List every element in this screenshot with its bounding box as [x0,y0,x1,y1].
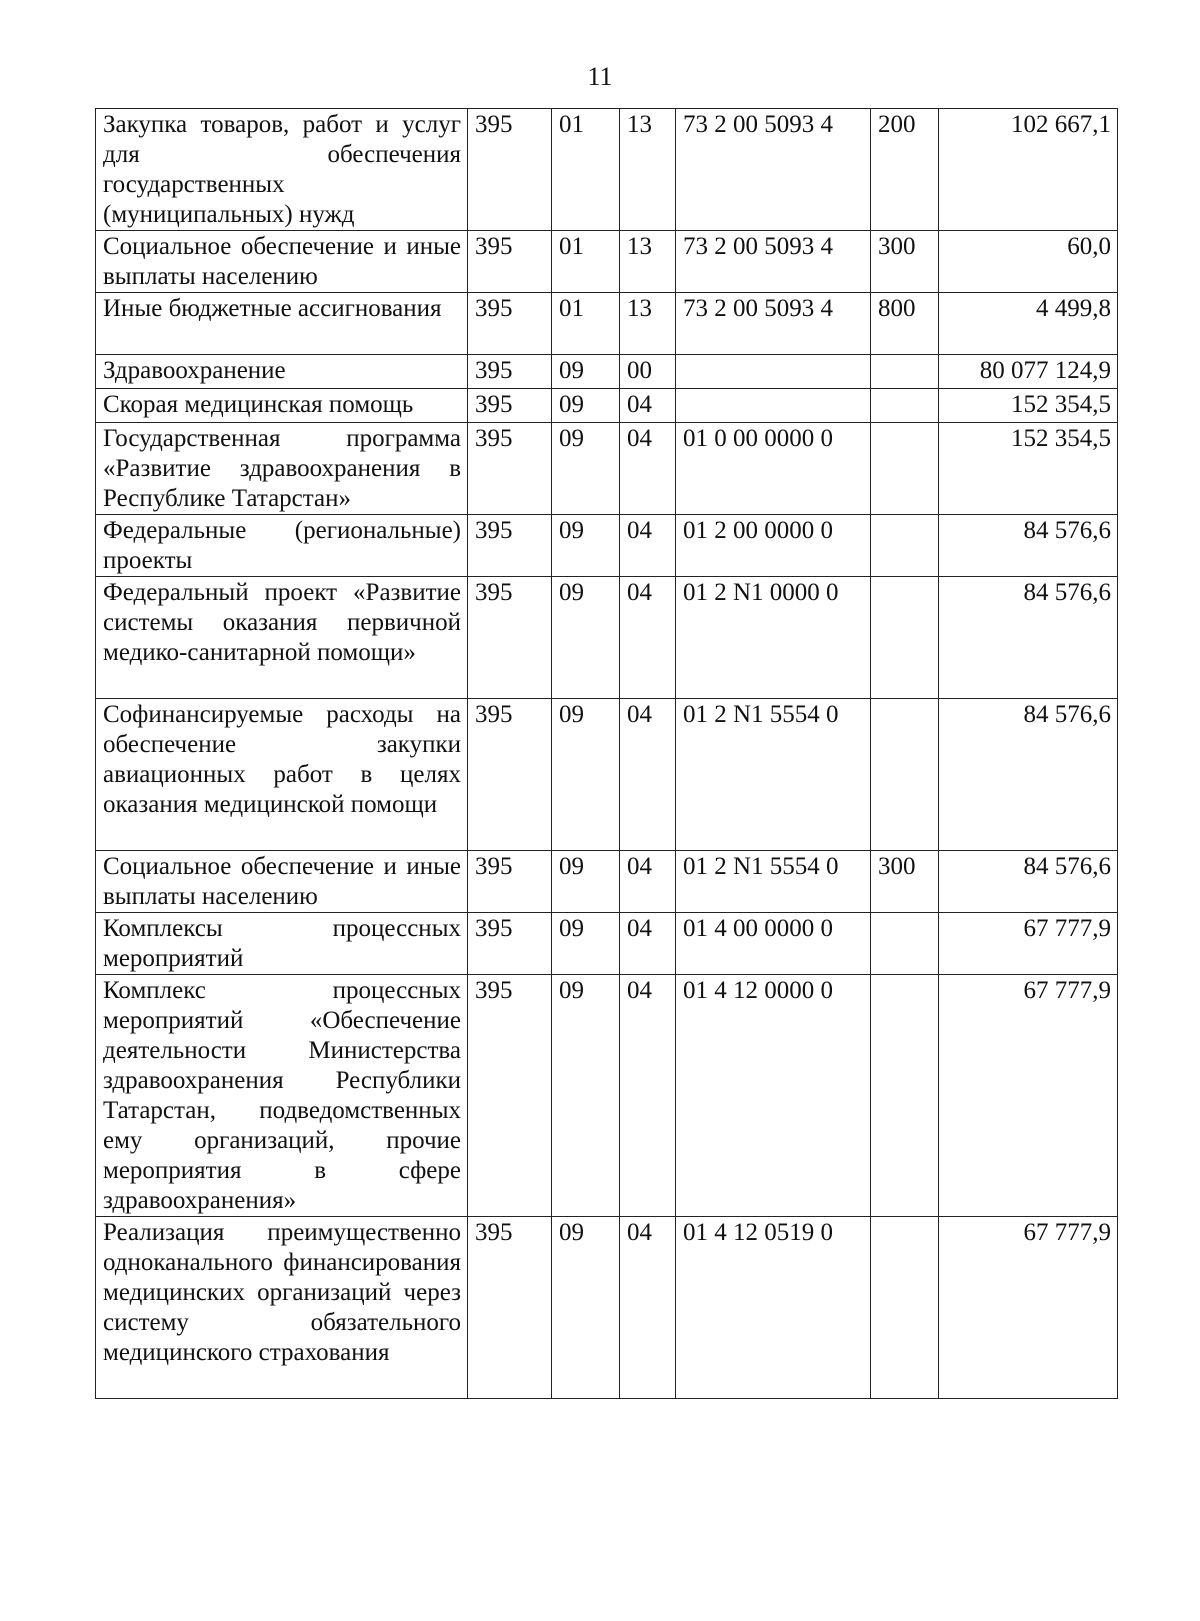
row-sum: 84 576,6 [939,515,1118,577]
row-sum: 152 354,5 [939,389,1118,423]
table-row [96,389,1118,423]
row-vr [871,913,939,975]
row-glav: 395 [468,913,552,975]
row-pr: 04 [620,975,676,1217]
row-vr: 300 [871,231,939,293]
row-vr [871,423,939,515]
row-vr [871,1217,939,1399]
row-glav: 395 [468,577,552,699]
row-pr: 04 [620,389,676,423]
row-pr: 13 [620,293,676,355]
row-sum: 4 499,8 [939,293,1118,355]
table-row [96,423,1118,515]
row-csr: 01 4 12 0000 0 [676,975,871,1217]
row-vr [871,577,939,699]
row-name: Комплекс процессных мероприятий «Обеспечение деятельности Министерства здравоохранения Республики Татарстан, подведомственных ему организаций, прочие мероприятия в сфере здравоохранения» [96,975,468,1217]
table-row [96,109,1118,231]
row-name: Здравоохранение [96,355,468,389]
row-name: Комплексы процессных мероприятий [96,913,468,975]
row-glav: 395 [468,231,552,293]
row-rz: 09 [552,423,620,515]
row-csr: 73 2 00 5093 4 [676,293,871,355]
row-name: Федеральный проект «Развитие системы оказания первичной медико-санитарной помощи» [96,577,468,699]
row-sum: 67 777,9 [939,1217,1118,1399]
row-csr: 01 2 N1 0000 0 [676,577,871,699]
row-rz: 09 [552,851,620,913]
row-rz: 09 [552,577,620,699]
row-name: Социальное обеспечение и иные выплаты населению [96,851,468,913]
row-glav: 395 [468,515,552,577]
row-vr: 800 [871,293,939,355]
row-name: Реализация преимущественно одноканального финансирования медицинских организаций через систему обязательного медицинского страхования [96,1217,468,1399]
row-pr: 13 [620,231,676,293]
row-glav: 395 [468,1217,552,1399]
row-csr: 01 2 00 0000 0 [676,515,871,577]
row-glav: 395 [468,293,552,355]
table-row [96,975,1118,1217]
row-csr [676,355,871,389]
row-rz: 09 [552,913,620,975]
row-vr [871,515,939,577]
table-row [96,231,1118,293]
row-csr: 01 4 00 0000 0 [676,913,871,975]
row-vr [871,389,939,423]
row-glav: 395 [468,699,552,851]
row-pr: 04 [620,515,676,577]
row-sum: 102 667,1 [939,109,1118,231]
row-csr: 01 4 12 0519 0 [676,1217,871,1399]
row-csr: 01 2 N1 5554 0 [676,851,871,913]
row-sum: 84 576,6 [939,851,1118,913]
row-rz: 09 [552,699,620,851]
row-pr: 04 [620,1217,676,1399]
row-rz: 01 [552,293,620,355]
row-sum: 60,0 [939,231,1118,293]
table-row [96,913,1118,975]
row-rz: 09 [552,515,620,577]
row-pr: 04 [620,851,676,913]
row-rz: 01 [552,109,620,231]
row-pr: 04 [620,913,676,975]
row-name: Софинансируемые расходы на обеспечение закупки авиационных работ в целях оказания медицинской помощи [96,699,468,851]
row-sum: 84 576,6 [939,577,1118,699]
row-glav: 395 [468,355,552,389]
row-sum: 80 077 124,9 [939,355,1118,389]
row-pr: 04 [620,577,676,699]
row-glav: 395 [468,851,552,913]
page-number: 11 [587,62,613,91]
row-csr [676,389,871,423]
row-vr [871,355,939,389]
row-glav: 395 [468,389,552,423]
row-csr: 01 0 00 0000 0 [676,423,871,515]
row-sum: 84 576,6 [939,699,1118,851]
row-glav: 395 [468,975,552,1217]
row-rz: 09 [552,389,620,423]
row-glav: 395 [468,109,552,231]
row-name: Закупка товаров, работ и услуг для обеспечения государственных (муниципальных) нужд [96,109,468,231]
row-vr [871,699,939,851]
table-row [96,851,1118,913]
row-csr: 73 2 00 5093 4 [676,231,871,293]
table-row [96,515,1118,577]
row-rz: 09 [552,1217,620,1399]
row-pr: 13 [620,109,676,231]
row-rz: 09 [552,975,620,1217]
table-row [96,577,1118,699]
row-csr: 73 2 00 5093 4 [676,109,871,231]
row-name: Скорая медицинская помощь [96,389,468,423]
row-pr: 04 [620,699,676,851]
row-vr: 200 [871,109,939,231]
table-row [96,1217,1118,1399]
row-name: Социальное обеспечение и иные выплаты населению [96,231,468,293]
row-name: Иные бюджетные ассигнования [96,293,468,355]
row-sum: 152 354,5 [939,423,1118,515]
row-vr [871,975,939,1217]
row-name: Государственная программа «Развитие здравоохранения в Республике Татарстан» [96,423,468,515]
row-pr: 04 [620,423,676,515]
row-vr: 300 [871,851,939,913]
table-row [96,699,1118,851]
row-pr: 00 [620,355,676,389]
row-name: Федеральные (региональные) проекты [96,515,468,577]
row-sum: 67 777,9 [939,975,1118,1217]
row-rz: 09 [552,355,620,389]
row-csr: 01 2 N1 5554 0 [676,699,871,851]
row-rz: 01 [552,231,620,293]
table-row [96,293,1118,355]
row-sum: 67 777,9 [939,913,1118,975]
budget-table [95,108,1118,1399]
table-row [96,355,1118,389]
row-glav: 395 [468,423,552,515]
